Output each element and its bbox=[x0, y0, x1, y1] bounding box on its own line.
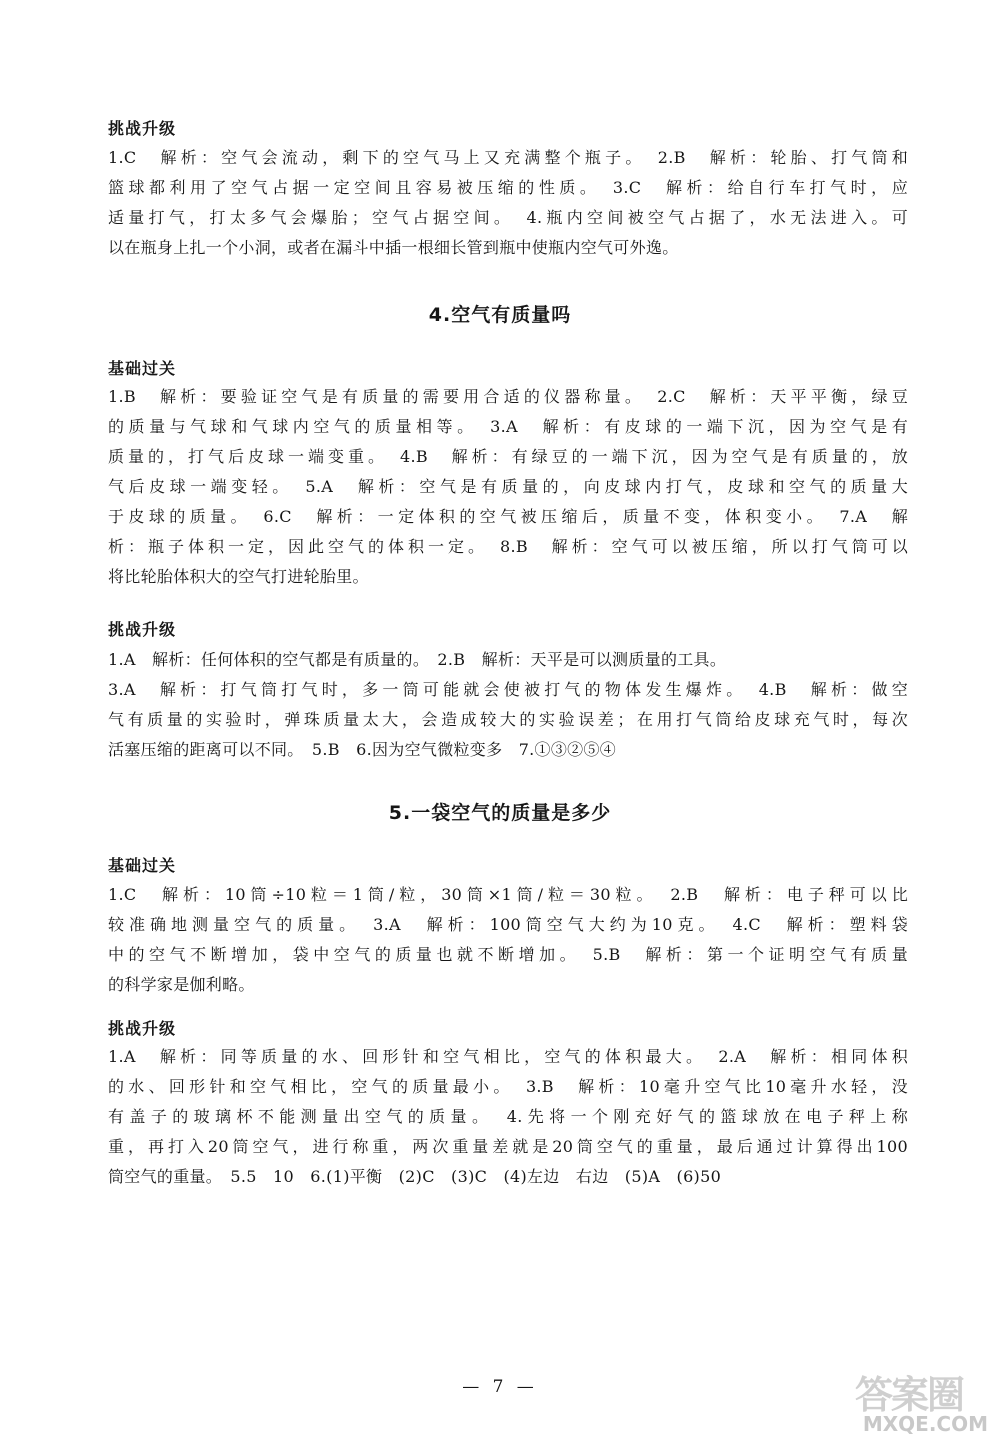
section-label-basic: 基础过关 bbox=[108, 359, 177, 378]
answer-block-5 bbox=[108, 1042, 908, 1192]
answer-line: 较准确地测量空气的质量。 3.A 解析：100筒空气大约为10克。 4.C 解析：塑料袋 bbox=[108, 915, 908, 934]
section-heading-5: 5.一袋空气的质量是多少 bbox=[388, 802, 612, 824]
answer-line: 重，再打入20筒空气，进行称重，两次重量差就是20筒空气的重量，最后通过计算得出100 bbox=[108, 1137, 908, 1156]
answer-block-2 bbox=[108, 382, 908, 592]
answer-line: 质量的，打气后皮球一端变重。 4.B 解析：有绿豆的一端下沉，因为空气是有质量的，放 bbox=[108, 447, 908, 466]
answer-line: 篮球都利用了空气占据一定空间且容易被压缩的性质。 3.C 解析：给自行车打气时，应 bbox=[108, 178, 908, 197]
answer-block-4 bbox=[108, 880, 908, 1000]
answer-line: 筒空气的重量。 5.5 10 6.(1)平衡 (2)C (3)C (4)左边 右边 (5)A (6)50 bbox=[108, 1167, 722, 1186]
answer-line: 的水、回形针和空气相比，空气的质量最小。 3.B 解析：10毫升空气比10毫升水轻，没 bbox=[108, 1077, 908, 1096]
answer-line: 适量打气，打太多气会爆胎；空气占据空间。 4.瓶内空间被空气占据了，水无法进入。可 bbox=[108, 208, 908, 227]
answer-line: 的科学家是伽利略。 bbox=[108, 975, 255, 994]
answer-line: 将比轮胎体积大的空气打进轮胎里。 bbox=[108, 567, 369, 586]
answer-line: 活塞压缩的距离可以不同。 5.B 6.因为空气微粒变多 7.①③②⑤④ bbox=[108, 740, 617, 759]
answer-line: 的质量与气球和气球内空气的质量相等。 3.A 解析：有皮球的一端下沉，因为空气是有 bbox=[108, 417, 908, 436]
answer-line: 1.A 解析：任何体积的空气都是有质量的。 2.B 解析：天平是可以测质量的工具。 bbox=[108, 650, 727, 669]
page-number: — 7 — bbox=[462, 1377, 538, 1397]
section-label-challenge: 挑战升级 bbox=[108, 119, 177, 138]
answer-line: 1.C 解析：空气会流动，剩下的空气马上又充满整个瓶子。 2.B 解析：轮胎、打气筒和 bbox=[108, 148, 908, 167]
answer-line: 气后皮球一端变轻。 5.A 解析：空气是有质量的，向皮球内打气，皮球和空气的质量大 bbox=[108, 477, 908, 496]
section-heading-4: 4.空气有质量吗 bbox=[428, 304, 572, 326]
section-label-challenge: 挑战升级 bbox=[108, 1019, 177, 1038]
section-label-challenge: 挑战升级 bbox=[108, 620, 177, 639]
answer-line: 3.A 解析：打气筒打气时，多一筒可能就会使被打气的物体发生爆炸。 4.B 解析：做空 bbox=[108, 680, 908, 699]
answer-line: 有盖子的玻璃杯不能测量出空气的质量。 4.先将一个刚充好气的篮球放在电子秤上称 bbox=[108, 1107, 908, 1126]
answer-line: 析：瓶子体积一定，因此空气的体积一定。 8.B 解析：空气可以被压缩，所以打气筒可以 bbox=[108, 537, 908, 556]
watermark-url: MXQE.COM bbox=[862, 1412, 988, 1436]
watermark bbox=[823, 1364, 988, 1436]
answer-line: 气有质量的实验时，弹珠质量太大，会造成较大的实验误差；在用打气筒给皮球充气时，每次 bbox=[108, 710, 908, 729]
answer-line: 中的空气不断增加，袋中空气的质量也就不断增加。 5.B 解析：第一个证明空气有质量 bbox=[108, 945, 908, 964]
answer-block-1 bbox=[108, 143, 908, 263]
answer-block-3 bbox=[108, 645, 908, 765]
answer-line: 于皮球的质量。 6.C 解析：一定体积的空气被压缩后，质量不变，体积变小。 7.A 解 bbox=[108, 507, 908, 526]
watermark-logo: 答案圈 bbox=[855, 1373, 964, 1417]
answer-line: 1.A 解析：同等质量的水、回形针和空气相比，空气的体积最大。 2.A 解析：相同体积 bbox=[108, 1047, 908, 1066]
section-label-basic: 基础过关 bbox=[108, 856, 177, 875]
answer-line: 1.B 解析：要验证空气是有质量的需要用合适的仪器称量。 2.C 解析：天平平衡，绿豆 bbox=[108, 387, 908, 406]
answer-line: 以在瓶身上扎一个小洞，或者在漏斗中插一根细长管到瓶中使瓶内空气可外逸。 bbox=[108, 238, 679, 257]
answer-line: 1.C 解析：10筒÷10粒＝1筒/粒，30筒×1筒/粒＝30粒。 2.B 解析：电子秤可以比 bbox=[108, 885, 908, 904]
